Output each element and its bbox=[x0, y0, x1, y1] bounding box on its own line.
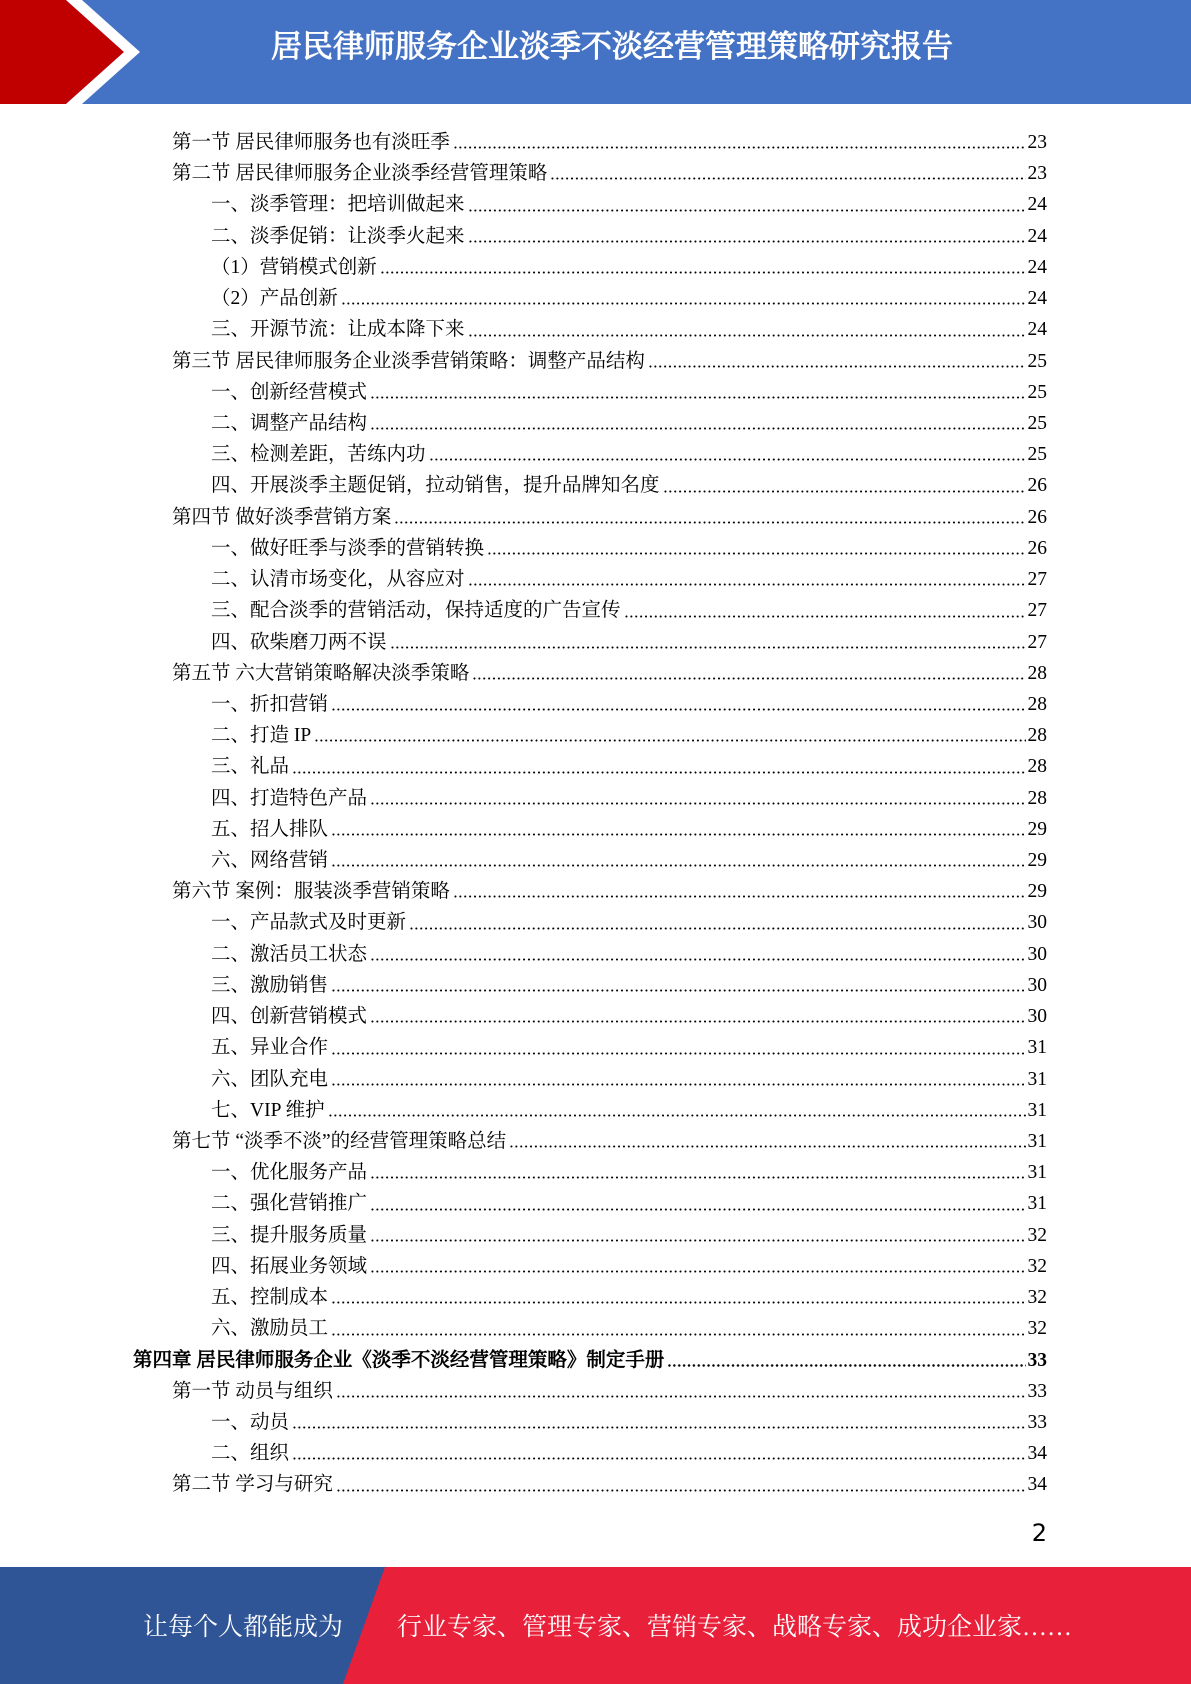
toc-entry-title: 第五节 六大营销策略解决淡季策略 bbox=[172, 662, 470, 684]
toc-subsection bbox=[0, 783, 1191, 814]
toc-subsection bbox=[0, 1220, 1191, 1251]
toc-subsection bbox=[0, 533, 1191, 564]
toc-entry-title: 三、激励销售 bbox=[211, 974, 329, 996]
toc-entry-title: 三、开源节流：让成本降下来 bbox=[211, 319, 465, 341]
toc-subsection bbox=[0, 751, 1191, 782]
footer-slogan-left: 让每个人都能成为 bbox=[143, 1614, 344, 1641]
footer-slogan-right: 行业专家、管理专家、营销专家、战略专家、成功企业家…… bbox=[397, 1614, 1073, 1641]
toc-page-number: 31 bbox=[1027, 1162, 1047, 1184]
toc-page-number: 33 bbox=[1027, 1349, 1047, 1371]
toc-section bbox=[0, 502, 1191, 533]
dot-leader bbox=[370, 377, 1025, 408]
toc-page-number: 27 bbox=[1027, 631, 1047, 653]
toc-subsection bbox=[0, 221, 1191, 252]
dot-leader bbox=[370, 783, 1025, 814]
toc-entry-title: 第六节 案例：服装淡季营销策略 bbox=[172, 881, 450, 903]
toc-page-number: 26 bbox=[1027, 475, 1047, 497]
toc-page-number: 28 bbox=[1027, 693, 1047, 715]
dot-leader bbox=[331, 814, 1025, 845]
toc-subsection bbox=[0, 939, 1191, 970]
toc-page-number: 28 bbox=[1027, 787, 1047, 809]
toc-page-number: 25 bbox=[1027, 350, 1047, 372]
header-banner bbox=[0, 0, 1191, 104]
toc-entry-title: （1）营销模式创新 bbox=[211, 256, 377, 278]
toc-subsection bbox=[0, 439, 1191, 470]
toc-entry-title: 四、开展淡季主题促销，拉动销售，提升品牌知名度 bbox=[211, 475, 660, 497]
toc-subsection bbox=[0, 1313, 1191, 1344]
toc-section bbox=[0, 158, 1191, 189]
toc-subsection bbox=[0, 1095, 1191, 1126]
toc-entry-title: 二、打造 IP bbox=[211, 725, 312, 747]
dot-leader bbox=[331, 1313, 1025, 1344]
toc-page-number: 32 bbox=[1027, 1318, 1047, 1340]
toc-entry-title: 一、创新经营模式 bbox=[211, 381, 368, 403]
toc-entry-title: 一、做好旺季与淡季的营销转换 bbox=[211, 537, 485, 559]
toc-subsection bbox=[0, 314, 1191, 345]
toc-page-number: 33 bbox=[1027, 1380, 1047, 1402]
toc-page-number: 24 bbox=[1027, 319, 1047, 341]
toc-page-number: 29 bbox=[1027, 850, 1047, 872]
toc-entry-title: 三、检测差距，苦练内功 bbox=[211, 444, 426, 466]
toc-page-number: 29 bbox=[1027, 818, 1047, 840]
toc-page-number: 24 bbox=[1027, 225, 1047, 247]
dot-leader bbox=[370, 1251, 1025, 1282]
toc-page-number: 31 bbox=[1027, 1099, 1047, 1121]
toc-page-number: 32 bbox=[1027, 1287, 1047, 1309]
toc-page-number: 23 bbox=[1027, 163, 1047, 185]
toc-page-number: 26 bbox=[1027, 537, 1047, 559]
toc-subsection bbox=[0, 720, 1191, 751]
toc-entry-title: 五、异业合作 bbox=[211, 1037, 329, 1059]
dot-leader bbox=[331, 970, 1025, 1001]
page-number: 2 bbox=[1031, 1519, 1047, 1547]
toc-page-number: 30 bbox=[1027, 943, 1047, 965]
dot-leader bbox=[336, 1376, 1026, 1407]
toc-entry-title: 二、组织 bbox=[211, 1443, 290, 1465]
dot-leader bbox=[292, 751, 1025, 782]
dot-leader bbox=[453, 876, 1026, 907]
toc-section bbox=[0, 346, 1191, 377]
toc-page-number: 31 bbox=[1027, 1193, 1047, 1215]
dot-leader bbox=[663, 470, 1026, 501]
dot-leader bbox=[429, 439, 1026, 470]
dot-leader bbox=[331, 1032, 1025, 1063]
toc-page-number: 27 bbox=[1027, 569, 1047, 591]
toc-page-number: 31 bbox=[1027, 1131, 1047, 1152]
toc-subsection bbox=[0, 845, 1191, 876]
toc-subsection bbox=[0, 1282, 1191, 1313]
toc-entry-title: 第一节 动员与组织 bbox=[172, 1380, 333, 1402]
footer-banner bbox=[0, 1567, 1191, 1684]
toc-entry-title: 一、产品款式及时更新 bbox=[211, 912, 407, 934]
toc-entry-title: 四、创新营销模式 bbox=[211, 1006, 368, 1028]
toc-entry-title: 一、淡季管理：把培训做起来 bbox=[211, 194, 465, 216]
toc-entry-title: 三、配合淡季的营销活动，保持适度的广告宣传 bbox=[211, 600, 621, 622]
toc-page-number: 27 bbox=[1027, 600, 1047, 622]
toc-entry-title: 五、控制成本 bbox=[211, 1287, 329, 1309]
toc-subsection bbox=[0, 907, 1191, 938]
dot-leader bbox=[390, 627, 1026, 658]
toc-subsection bbox=[0, 1438, 1191, 1469]
toc-page-number: 24 bbox=[1027, 288, 1047, 310]
toc-entry-title: 第四节 做好淡季营销方案 bbox=[172, 506, 392, 528]
dot-leader bbox=[468, 564, 1026, 595]
toc-page-number: 29 bbox=[1027, 881, 1047, 903]
dot-leader bbox=[550, 158, 1025, 189]
toc-entry-title: 一、动员 bbox=[211, 1411, 290, 1433]
dot-leader bbox=[468, 221, 1026, 252]
toc-section bbox=[0, 1376, 1191, 1407]
toc-page-number: 30 bbox=[1027, 912, 1047, 934]
toc-entry-title: 第七节 “淡季不淡”的经营管理策略总结 bbox=[172, 1131, 507, 1152]
toc-page-number: 31 bbox=[1027, 1068, 1047, 1090]
dot-leader bbox=[409, 907, 1025, 938]
dot-leader bbox=[370, 1188, 1025, 1219]
document-title: 居民律师服务企业淡季不淡经营管理策略研究报告 bbox=[271, 29, 953, 64]
dot-leader bbox=[314, 720, 1025, 751]
dot-leader bbox=[331, 845, 1025, 876]
toc-section bbox=[0, 1126, 1191, 1157]
toc-subsection bbox=[0, 1157, 1191, 1188]
toc-page-number: 26 bbox=[1027, 506, 1047, 528]
toc-subsection bbox=[0, 627, 1191, 658]
toc-subsection bbox=[0, 595, 1191, 626]
dot-leader bbox=[370, 1001, 1025, 1032]
toc-entry-title: 第一节 居民律师服务也有淡旺季 bbox=[172, 132, 450, 153]
toc-page-number: 30 bbox=[1027, 974, 1047, 996]
toc-entry-title: 第二节 学习与研究 bbox=[172, 1474, 333, 1496]
toc-page-number: 32 bbox=[1027, 1255, 1047, 1277]
dot-leader bbox=[624, 595, 1026, 626]
toc-subsection bbox=[0, 814, 1191, 845]
toc-entry-title: 三、提升服务质量 bbox=[211, 1224, 368, 1246]
dot-leader bbox=[336, 1469, 1026, 1500]
toc-subsection bbox=[0, 564, 1191, 595]
toc-page-number: 32 bbox=[1027, 1224, 1047, 1246]
toc-page-number: 23 bbox=[1027, 132, 1047, 153]
toc-entry-title: 四、砍柴磨刀两不误 bbox=[211, 631, 387, 653]
toc-page-number: 28 bbox=[1027, 662, 1047, 684]
dot-leader bbox=[328, 1095, 1026, 1126]
toc-entry-title: 四、拓展业务领域 bbox=[211, 1255, 368, 1277]
toc-entry-title: 二、调整产品结构 bbox=[211, 412, 368, 434]
dot-leader bbox=[468, 314, 1026, 345]
dot-leader bbox=[370, 408, 1025, 439]
dot-leader bbox=[453, 127, 1026, 158]
toc-subsection bbox=[0, 189, 1191, 220]
dot-leader bbox=[667, 1345, 1025, 1376]
dot-leader bbox=[370, 1157, 1025, 1188]
toc-entry-title: 一、折扣营销 bbox=[211, 693, 329, 715]
toc-subsection bbox=[0, 408, 1191, 439]
dot-leader bbox=[509, 1126, 1025, 1157]
toc-subsection bbox=[0, 1001, 1191, 1032]
toc-entry-title: 二、激活员工状态 bbox=[211, 943, 368, 965]
toc-subsection bbox=[0, 1407, 1191, 1438]
toc-entry-title: 第三节 居民律师服务企业淡季营销策略：调整产品结构 bbox=[172, 350, 645, 372]
toc-page-number: 25 bbox=[1027, 444, 1047, 466]
dot-leader bbox=[370, 1220, 1025, 1251]
toc-page-number: 28 bbox=[1027, 756, 1047, 778]
toc-page-number: 33 bbox=[1027, 1411, 1047, 1433]
toc-subsection bbox=[0, 283, 1191, 314]
dot-leader bbox=[331, 689, 1025, 720]
toc-entry-title: 六、激励员工 bbox=[211, 1318, 329, 1340]
toc-entry-title: 二、强化营销推广 bbox=[211, 1193, 368, 1215]
toc-subsection bbox=[0, 377, 1191, 408]
dot-leader bbox=[331, 1282, 1025, 1313]
toc-entry-title: 二、淡季促销：让淡季火起来 bbox=[211, 225, 465, 247]
dot-leader bbox=[394, 502, 1025, 533]
toc-entry-title: （2）产品创新 bbox=[211, 288, 338, 310]
dot-leader bbox=[487, 533, 1025, 564]
toc-entry-title: 第四章 居民律师服务企业《淡季不淡经营管理策略》制定手册 bbox=[133, 1349, 665, 1371]
toc-page-number: 25 bbox=[1027, 381, 1047, 403]
toc-subsection bbox=[0, 1251, 1191, 1282]
toc-subsection bbox=[0, 1188, 1191, 1219]
toc-page-number: 28 bbox=[1027, 725, 1047, 747]
toc-entry-title: 二、认清市场变化，从容应对 bbox=[211, 569, 465, 591]
dot-leader bbox=[648, 346, 1026, 377]
toc-subsection bbox=[0, 970, 1191, 1001]
toc-section bbox=[0, 1469, 1191, 1500]
toc-page-number: 24 bbox=[1027, 256, 1047, 278]
dot-leader bbox=[292, 1407, 1025, 1438]
toc-section bbox=[0, 127, 1191, 158]
toc-entry-title: 四、打造特色产品 bbox=[211, 787, 368, 809]
toc-subsection bbox=[0, 1032, 1191, 1063]
toc-entry-title: 六、团队充电 bbox=[211, 1068, 329, 1090]
dot-leader bbox=[468, 189, 1026, 220]
toc-subsection bbox=[0, 1064, 1191, 1095]
toc-page-number: 34 bbox=[1027, 1474, 1047, 1496]
toc-subsection bbox=[0, 252, 1191, 283]
dot-leader bbox=[472, 658, 1025, 689]
dot-leader bbox=[341, 283, 1026, 314]
toc-entry-title: 第二节 居民律师服务企业淡季经营管理策略 bbox=[172, 163, 548, 185]
toc-page-number: 30 bbox=[1027, 1006, 1047, 1028]
toc-section bbox=[0, 658, 1191, 689]
table-of-contents bbox=[0, 127, 1191, 1501]
dot-leader bbox=[292, 1438, 1025, 1469]
dot-leader bbox=[331, 1064, 1025, 1095]
dot-leader bbox=[380, 252, 1026, 283]
toc-page-number: 34 bbox=[1027, 1443, 1047, 1465]
toc-chapter bbox=[0, 1345, 1191, 1376]
toc-page-number: 24 bbox=[1027, 194, 1047, 216]
toc-section bbox=[0, 876, 1191, 907]
toc-entry-title: 五、招人排队 bbox=[211, 818, 329, 840]
toc-subsection bbox=[0, 470, 1191, 501]
toc-entry-title: 七、VIP 维护 bbox=[211, 1099, 325, 1121]
toc-page-number: 25 bbox=[1027, 412, 1047, 434]
toc-entry-title: 一、优化服务产品 bbox=[211, 1162, 368, 1184]
toc-entry-title: 六、网络营销 bbox=[211, 850, 329, 872]
dot-leader bbox=[370, 939, 1025, 970]
toc-entry-title: 三、礼品 bbox=[211, 756, 290, 778]
toc-subsection bbox=[0, 689, 1191, 720]
toc-page-number: 31 bbox=[1027, 1037, 1047, 1059]
